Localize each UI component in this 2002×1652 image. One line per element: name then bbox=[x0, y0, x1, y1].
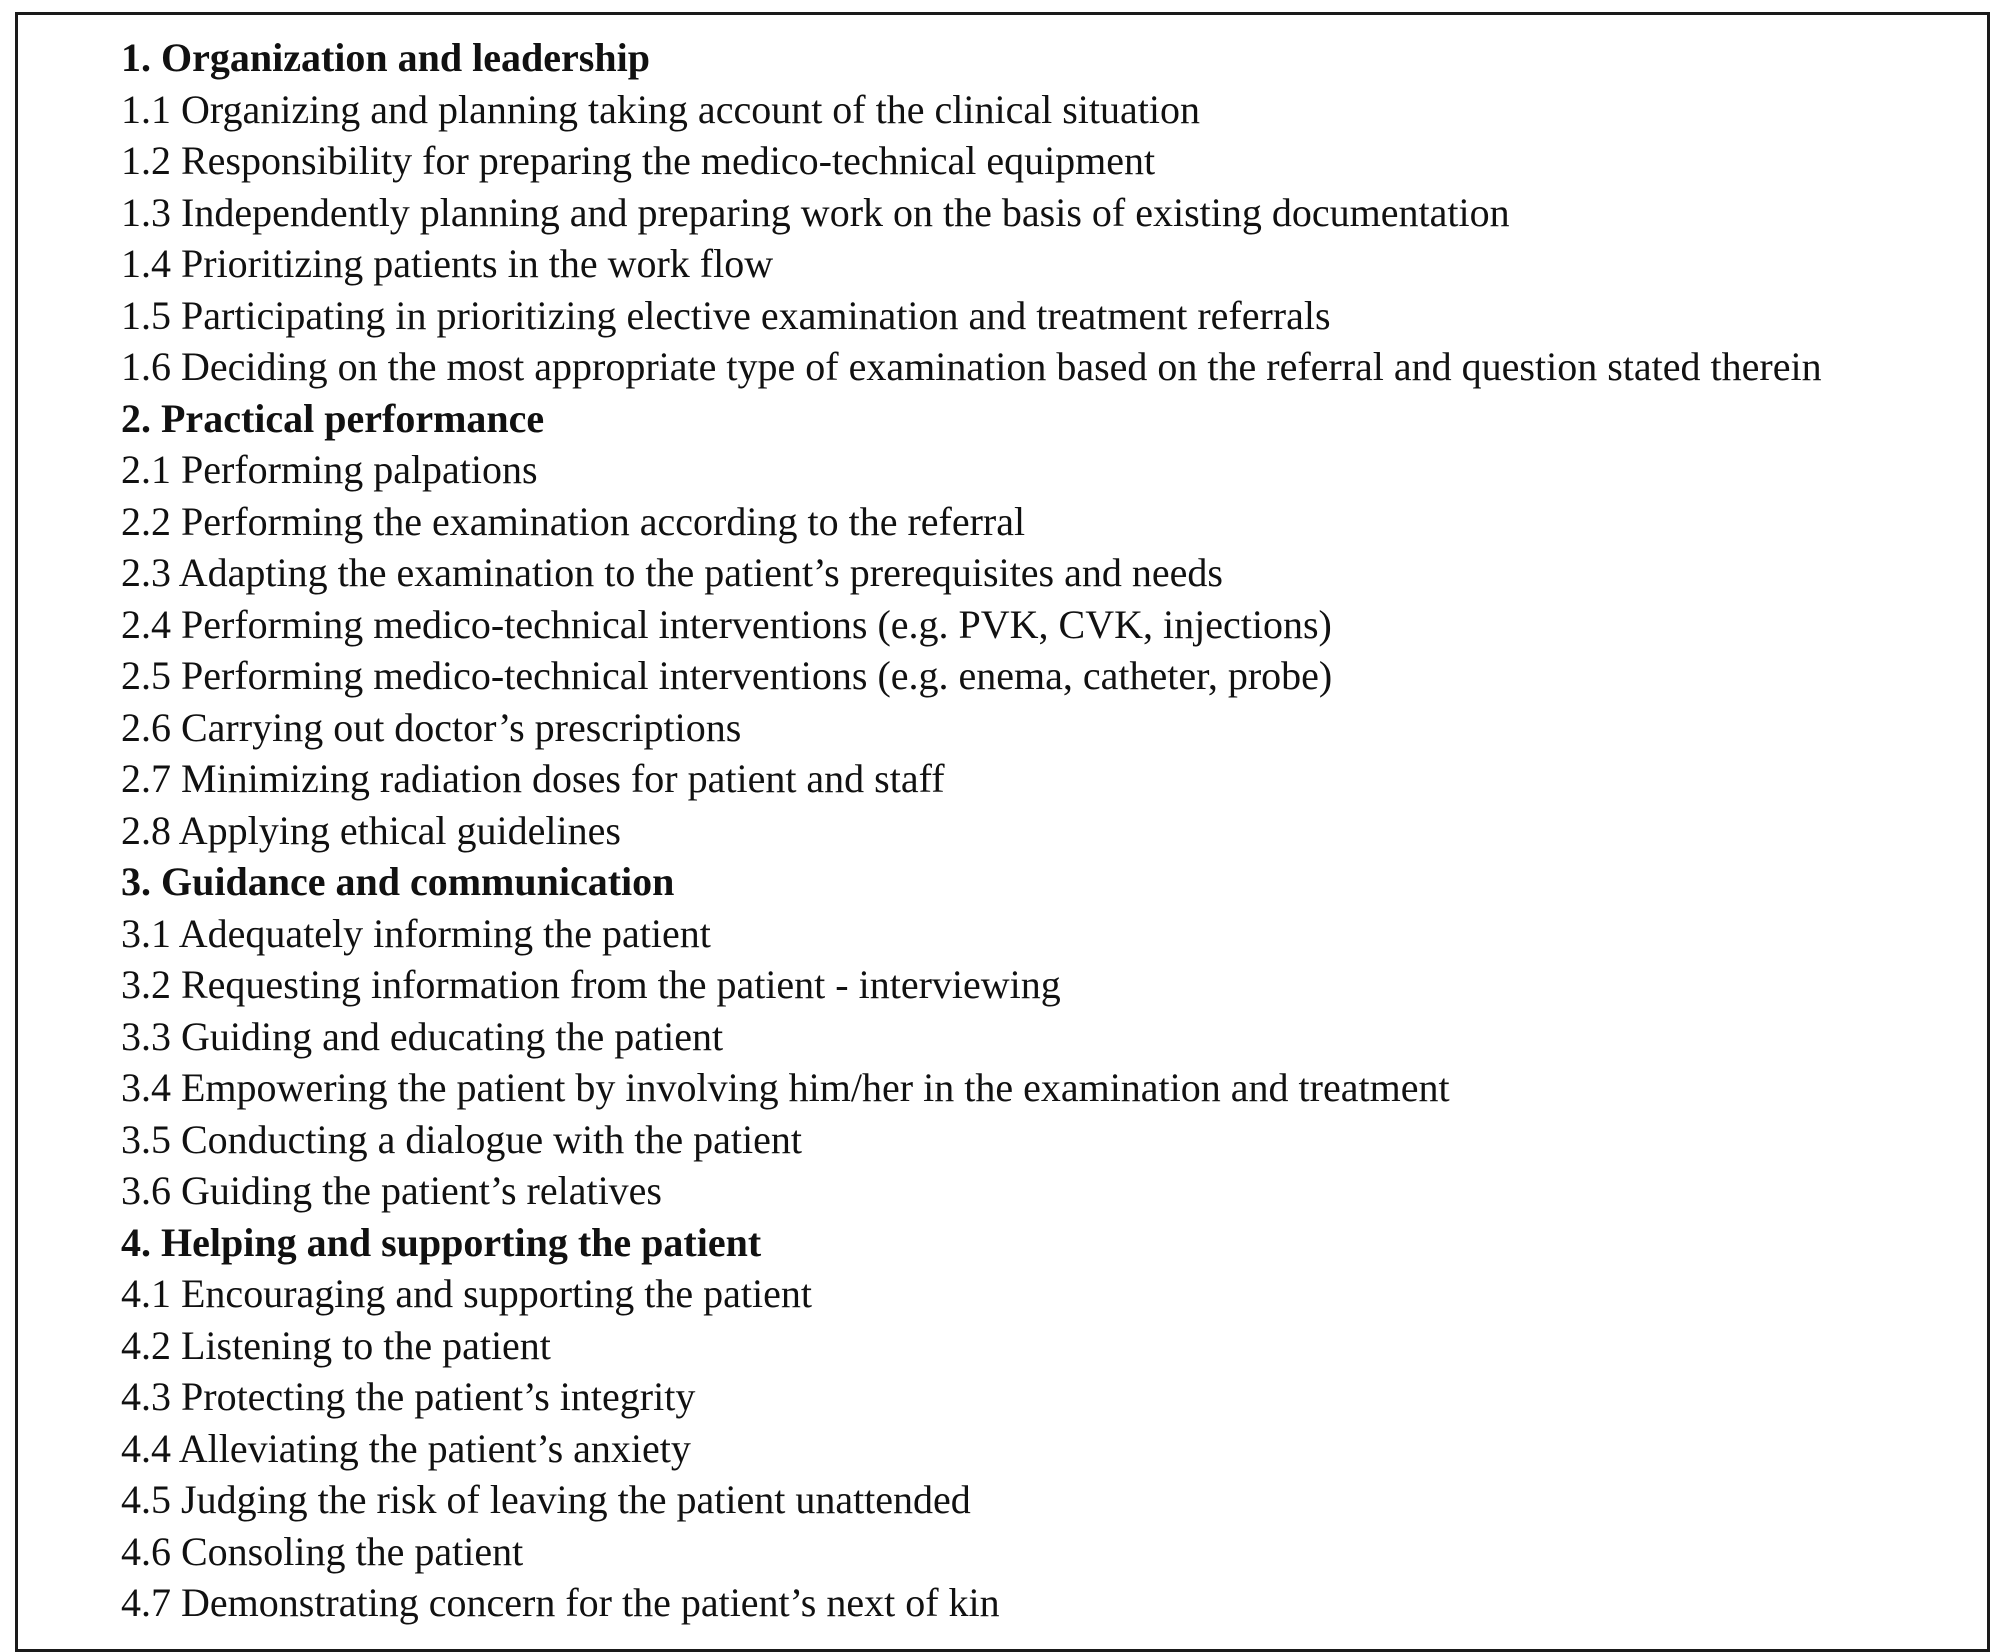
list-item: 1.4 Prioritizing patients in the work flow bbox=[121, 241, 774, 286]
section-heading: 4. Helping and supporting the patient bbox=[121, 1219, 762, 1265]
list-item: 3.3 Guiding and educating the patient bbox=[121, 1013, 724, 1059]
list-item: 4.2 Listening to the patient bbox=[121, 1322, 551, 1368]
list-item: 1.2 Responsibility for preparing the medico-technical equipment bbox=[121, 138, 1156, 183]
competence-list bbox=[121, 32, 1981, 1629]
list-item: 1.1 Organizing and planning taking account of the clinical situation bbox=[121, 86, 1200, 132]
list-item: 4.7 Demonstrating concern for the patient’s next of kin bbox=[121, 1580, 1000, 1625]
list-item: 2.7 Minimizing radiation doses for patient and staff bbox=[121, 756, 945, 801]
list-item: 2.2 Performing the examination according to the referral bbox=[121, 498, 1026, 544]
list-item: 3.1 Adequately informing the patient bbox=[121, 910, 711, 956]
list-item: 2.5 Performing medico-technical interventions (e.g. enema, catheter, probe) bbox=[121, 653, 1333, 698]
list-item: 4.3 Protecting the patient’s integrity bbox=[121, 1374, 696, 1419]
list-item: 3.5 Conducting a dialogue with the patient bbox=[121, 1116, 802, 1162]
list-item: 4.6 Consoling the patient bbox=[121, 1528, 524, 1574]
list-item: 4.5 Judging the risk of leaving the patient unattended bbox=[121, 1477, 971, 1522]
list-item: 3.2 Requesting information from the patient - interviewing bbox=[121, 962, 1061, 1007]
section-heading: 1. Organization and leadership bbox=[121, 35, 650, 80]
list-item: 2.8 Applying ethical guidelines bbox=[121, 807, 621, 853]
list-item: 1.5 Participating in prioritizing elective examination and treatment referrals bbox=[121, 292, 1331, 338]
list-item: 4.1 Encouraging and supporting the patient bbox=[121, 1271, 812, 1316]
list-item: 1.3 Independently planning and preparing work on the basis of existing documentation bbox=[121, 189, 1510, 235]
list-item: 4.4 Alleviating the patient’s anxiety bbox=[121, 1425, 691, 1471]
list-item: 2.3 Adapting the examination to the patient’s prerequisites and needs bbox=[121, 550, 1223, 595]
list-item: 1.6 Deciding on the most appropriate type of examination based on the referral and question stated therein bbox=[121, 344, 1822, 389]
section-heading: 2. Practical performance bbox=[121, 395, 545, 441]
list-item: 3.4 Empowering the patient by involving him/her in the examination and treatment bbox=[121, 1065, 1450, 1110]
list-item: 3.6 Guiding the patient’s relatives bbox=[121, 1168, 662, 1213]
list-item: 2.4 Performing medico-technical interventions (e.g. PVK, CVK, injections) bbox=[121, 601, 1332, 647]
list-item: 2.6 Carrying out doctor’s prescriptions bbox=[121, 704, 742, 750]
list-item: 2.1 Performing palpations bbox=[121, 447, 538, 492]
section-heading: 3. Guidance and communication bbox=[121, 859, 675, 904]
